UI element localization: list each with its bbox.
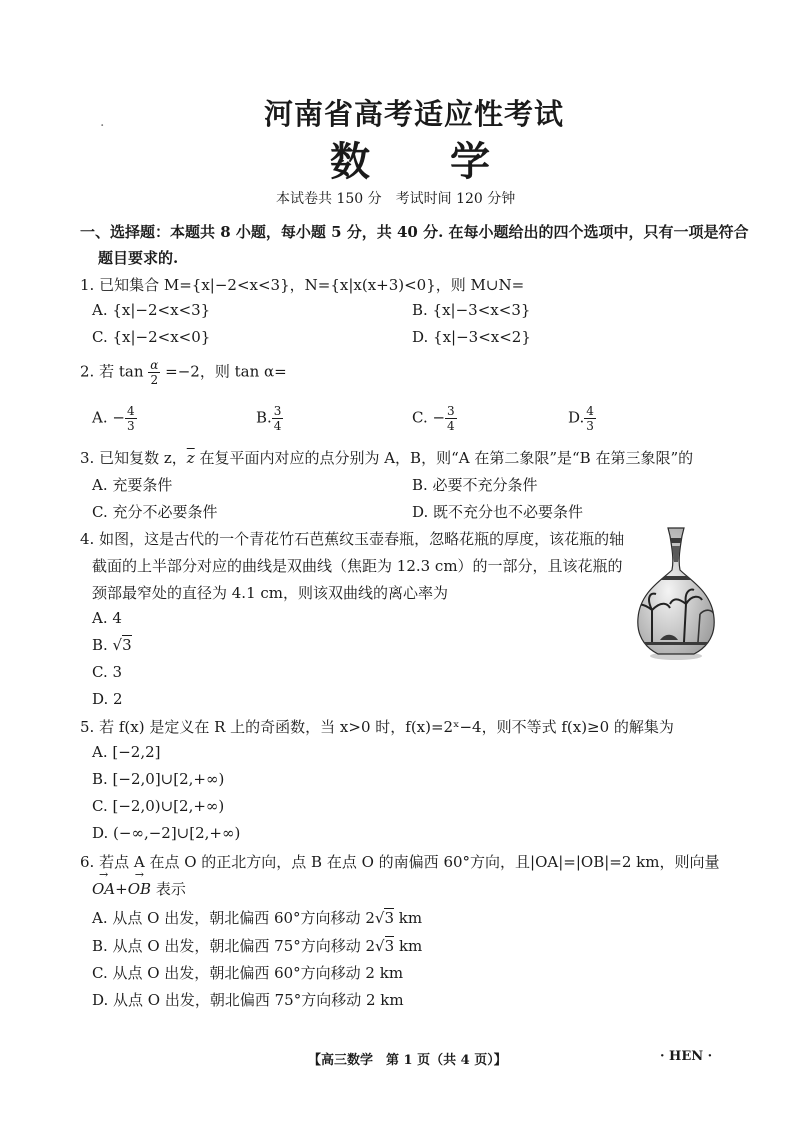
q2-a-den: 3 xyxy=(126,419,135,433)
exam-info: 本试卷共 150 分 考试时间 120 分钟 xyxy=(276,191,516,207)
q5-option-a: A. [−2,2] xyxy=(92,743,161,761)
q2-d-den: 3 xyxy=(586,419,594,433)
question-1-stem: 1. 已知集合 M={x|−2<x<3}，N={x|x(x+3)<0}，则 M∪N= xyxy=(80,276,525,294)
q4-option-c: C. 3 xyxy=(92,663,123,681)
margin-mark: · xyxy=(100,118,105,134)
q2-option-a xyxy=(92,404,137,433)
q2-c-num: 3 xyxy=(447,404,455,418)
q2-b-frac xyxy=(272,404,284,433)
q6-plus: + xyxy=(115,880,128,898)
q6-option-c: C. 从点 O 出发，朝北偏西 60°方向移动 2 km xyxy=(92,964,404,982)
q6-option-b xyxy=(92,935,422,956)
q2-c-den: 4 xyxy=(447,419,455,433)
q3-option-c: C. 充分不必要条件 xyxy=(92,503,218,521)
q2-option-c xyxy=(412,404,457,433)
q3-option-a: A. 充要条件 xyxy=(92,476,173,494)
question-5-stem: 5. 若 f(x) 是定义在 R 上的奇函数，当 x>0 时，f(x)=2ˣ−4，则不等式 f(x)≥0 的解集为 xyxy=(80,718,674,736)
question-6-line1: 6. 若点 A 在点 O 的正北方向，点 B 在点 O 的南偏西 60°方向，且|OA|=|OB|=2 km，则向量 xyxy=(80,853,720,871)
q3-stem-pre: 3. 已知复数 z， xyxy=(80,449,187,467)
q6-a-post: km xyxy=(393,909,423,927)
question-3-stem xyxy=(80,447,693,468)
q1-option-d: D. {x|−3<x<2} xyxy=(412,328,531,346)
question-4-line1: 4. 如图，这是古代的一个青花竹石芭蕉纹玉壶春瓶，忽略花瓶的厚度，该花瓶的轴 xyxy=(80,530,625,548)
q4-option-b xyxy=(92,636,132,654)
q3-option-b: B. 必要不充分条件 xyxy=(412,476,538,494)
q6-line2-post: 表示 xyxy=(151,880,186,898)
question-2-stem xyxy=(80,358,287,387)
vector-ob: → OB xyxy=(128,880,151,898)
q6-a-radicand: 3 xyxy=(384,909,394,927)
q4-option-a: A. 4 xyxy=(92,609,122,627)
q6-option-a xyxy=(92,907,422,928)
q1-option-c: C. {x|−2<x<0} xyxy=(92,328,211,346)
q2-option-b xyxy=(256,404,283,433)
vector-oa: → OA xyxy=(92,880,115,898)
exam-title: 河南省高考适应性考试 xyxy=(264,97,565,131)
q2-frac-den: 2 xyxy=(150,373,159,387)
q5-option-b: B. [−2,0]∪[2,+∞) xyxy=(92,770,225,788)
section-heading-line2: 题目要求的. xyxy=(98,249,179,267)
q4-option-d: D. 2 xyxy=(92,690,123,708)
q2-b-label: B. xyxy=(256,408,272,427)
page-footer: 【高三数学 第 1 页（共 4 页）】 xyxy=(308,1053,507,1068)
q6-option-d: D. 从点 O 出发，朝北偏西 75°方向移动 2 km xyxy=(92,991,404,1009)
q6-b-post: km xyxy=(394,937,423,955)
q3-option-d: D. 既不充分也不必要条件 xyxy=(412,503,584,521)
q2-b-num: 3 xyxy=(273,404,282,418)
q6-b-pre: B. 从点 O 出发，朝北偏西 75°方向移动 2√ xyxy=(92,937,385,955)
q3-stem-post: 在复平面内对应的点分别为 A，B，则“A 在第二象限”是“B 在第三象限”的 xyxy=(194,449,694,467)
q2-stem-post: =−2，则 tan α= xyxy=(165,362,287,381)
section-heading-line1: 一、选择题：本题共 8 小题，每小题 5 分，共 40 分. 在每小题给出的四个选项中，只有一项是符合 xyxy=(80,223,749,241)
question-6-line2 xyxy=(92,878,186,899)
q4-b-radicand: 3 xyxy=(122,636,132,654)
exam-code: · HEN · xyxy=(660,1049,713,1064)
q2-d-num: 4 xyxy=(586,404,594,418)
q2-alpha-over-2 xyxy=(148,358,160,387)
subject-title: 数 学 xyxy=(330,138,490,185)
vase-image xyxy=(632,522,720,662)
q2-a-label: A. − xyxy=(92,408,125,427)
q4-b-label: B. √ xyxy=(92,636,123,654)
q2-frac-num: α xyxy=(150,358,159,372)
q3-zbar: $\overline{z}$ xyxy=(186,449,195,467)
q2-stem-pre: 2. 若 tan xyxy=(80,362,144,381)
q6-b-radicand: 3 xyxy=(384,937,395,955)
q2-c-label: C. − xyxy=(412,408,446,427)
question-4-line2: 截面的上半部分对应的曲线是双曲线（焦距为 12.3 cm）的一部分，且该花瓶的 xyxy=(92,557,623,575)
q2-option-d xyxy=(568,404,596,433)
q5-option-c: C. [−2,0)∪[2,+∞) xyxy=(92,797,225,815)
q1-option-a: A. {x|−2<x<3} xyxy=(92,301,211,319)
q2-d-label: D. xyxy=(568,408,585,427)
q6-a-pre: A. 从点 O 出发，朝北偏西 60°方向移动 2√ xyxy=(92,909,385,927)
q5-option-d: D. (−∞,−2]∪[2,+∞) xyxy=(92,824,241,842)
q2-b-den: 4 xyxy=(273,419,282,433)
q2-a-num: 4 xyxy=(126,404,135,418)
q1-option-b: B. {x|−3<x<3} xyxy=(412,301,531,319)
q2-d-frac xyxy=(584,404,596,433)
question-4-line3: 颈部最窄处的直径为 4.1 cm，则该双曲线的离心率为 xyxy=(92,584,449,602)
q2-a-frac xyxy=(125,404,137,433)
q2-c-frac xyxy=(445,404,457,433)
